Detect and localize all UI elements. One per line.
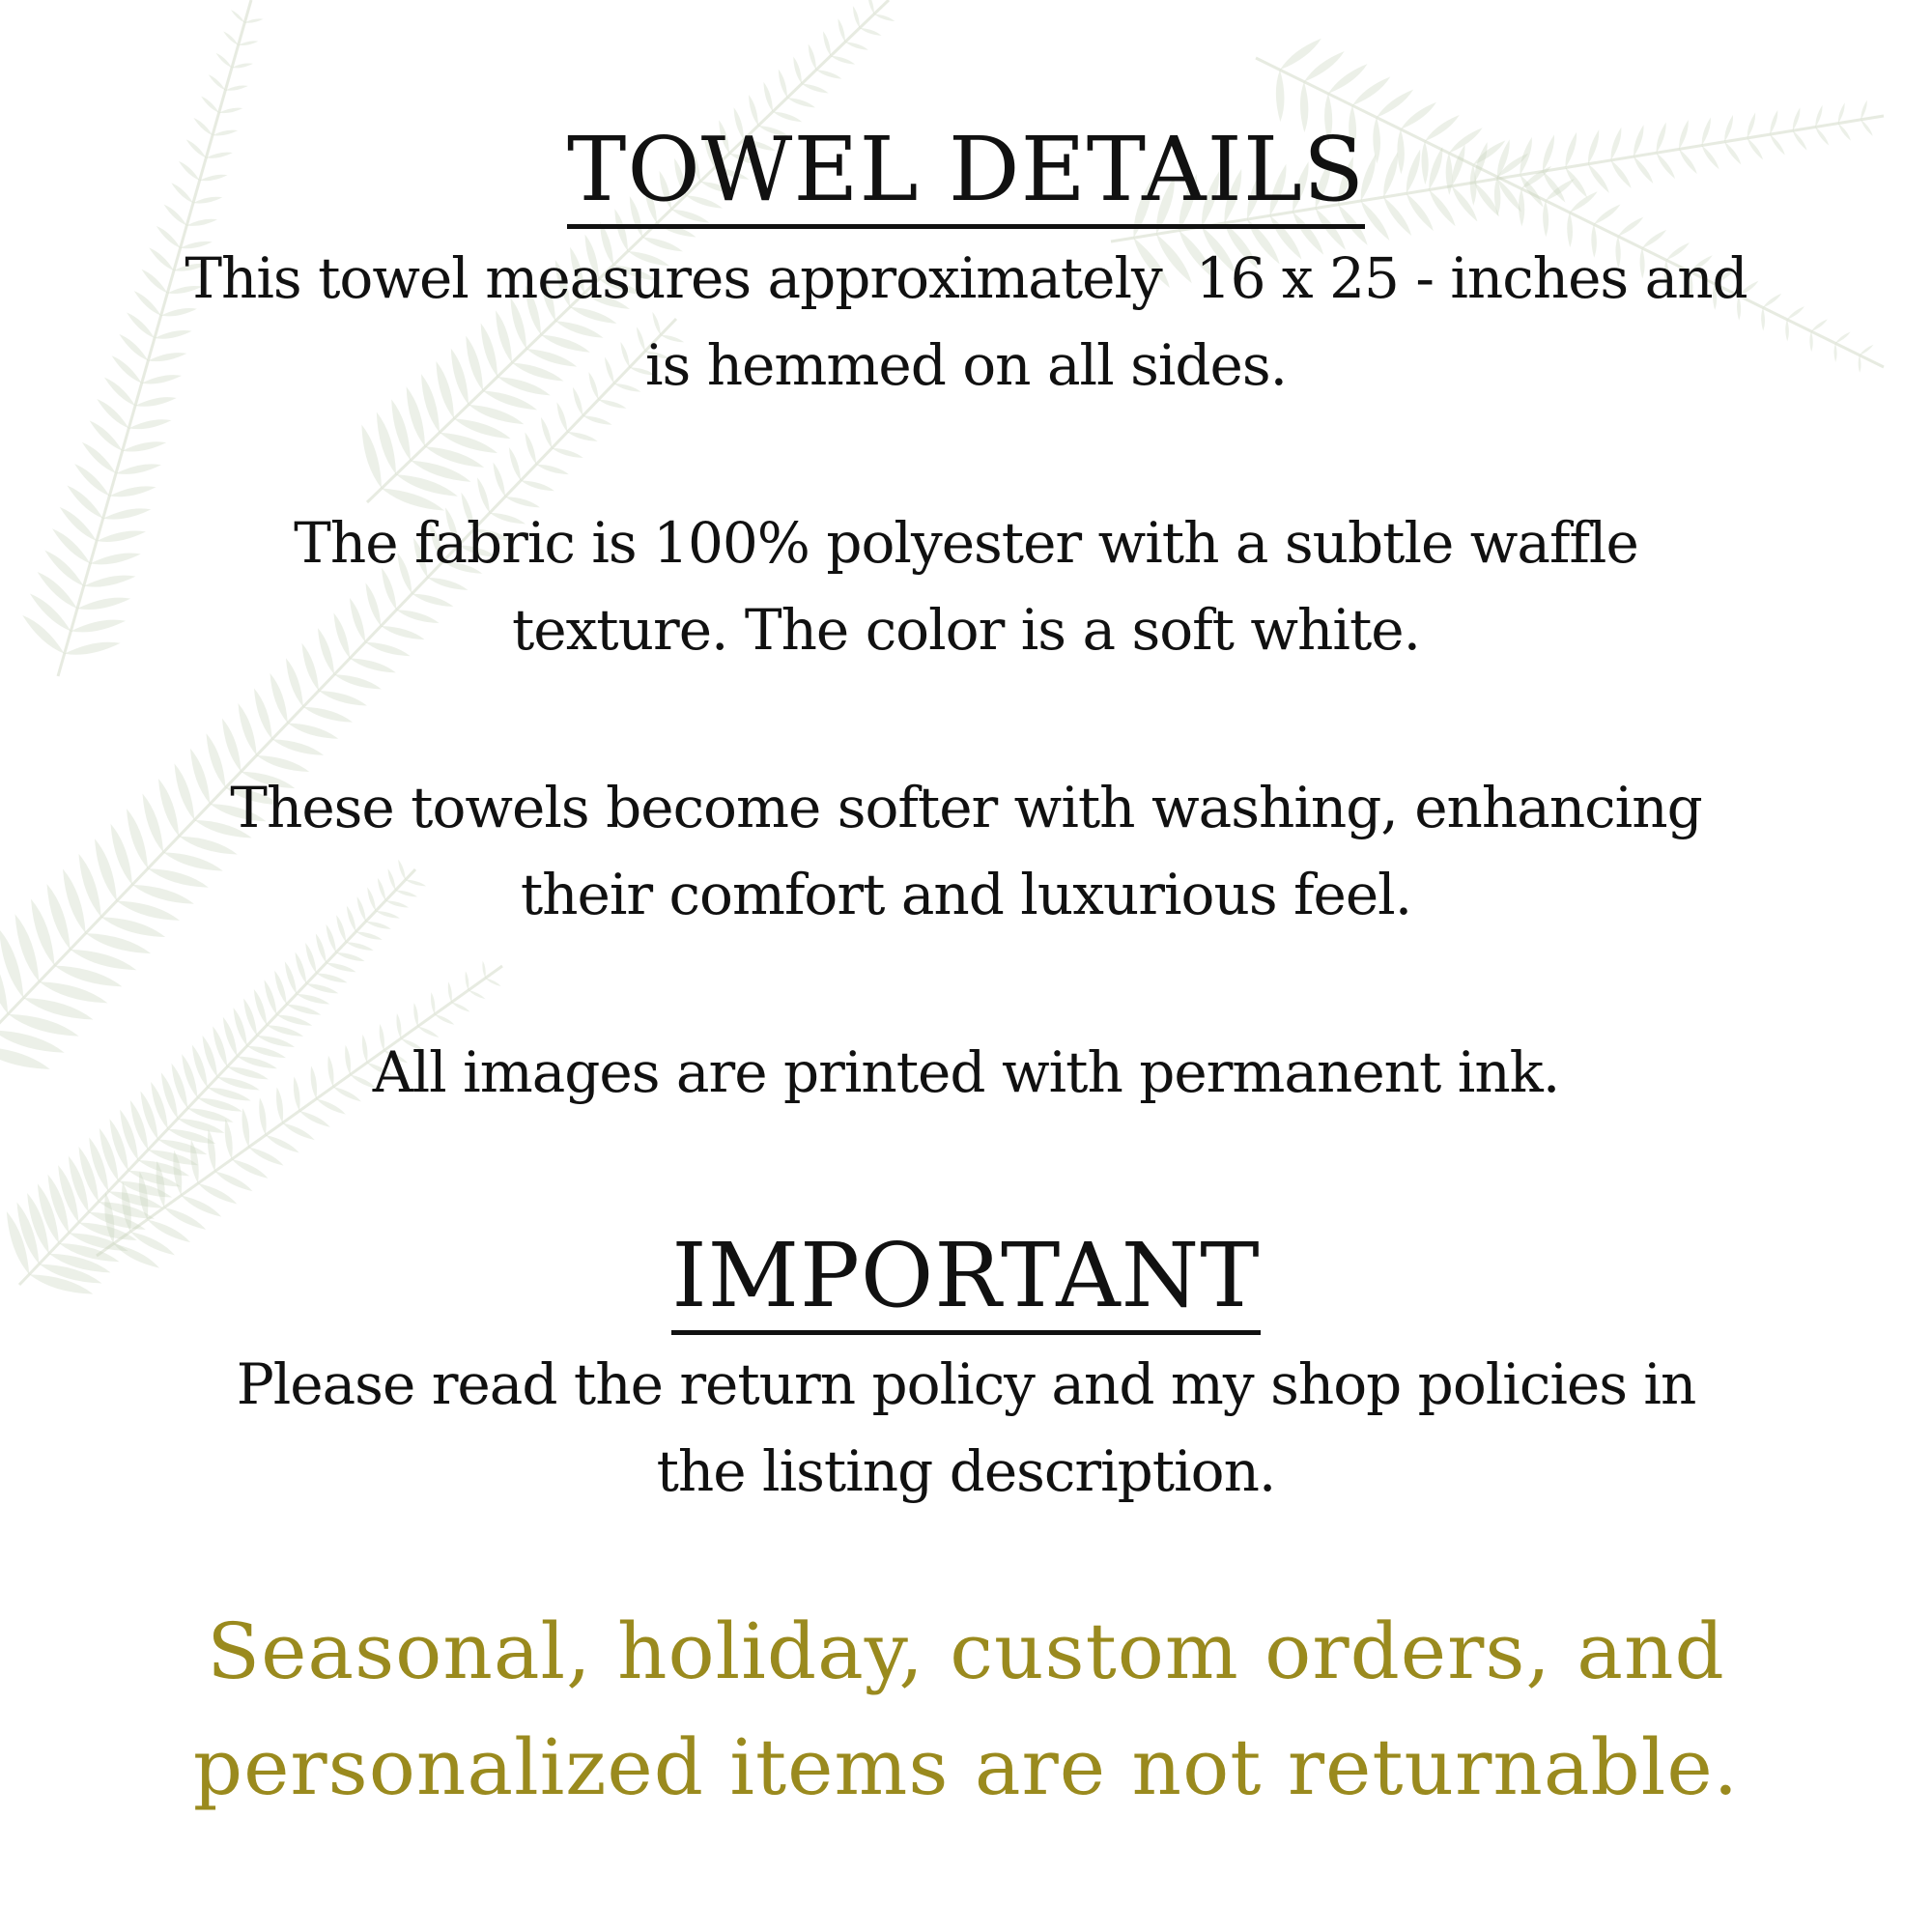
fabric-description	[155, 499, 1777, 673]
ink-line: All images are printed with permanent ink.	[372, 1039, 1560, 1105]
softness-description	[155, 764, 1777, 938]
policy-description	[155, 1341, 1777, 1515]
returns-notice-line-2: personalized items are not returnable.	[192, 1722, 1740, 1812]
policy-line-1: Please read the return policy and my shop policies in	[236, 1351, 1696, 1417]
towel-details-heading: TOWEL DETAILS	[0, 126, 1932, 229]
policy-line-2: the listing description.	[656, 1438, 1276, 1504]
size-description	[155, 235, 1777, 409]
softness-line-2: their comfort and luxurious feel.	[520, 862, 1412, 927]
returns-notice	[97, 1594, 1835, 1826]
size-line-2: is hemmed on all sides.	[644, 332, 1288, 398]
fabric-line-2: texture. The color is a soft white.	[511, 597, 1421, 663]
important-heading: IMPORTANT	[0, 1232, 1932, 1335]
softness-line-1: These towels become softer with washing, enhancing	[230, 775, 1702, 840]
returns-notice-line-1: Seasonal, holiday, custom orders, and	[207, 1606, 1725, 1696]
fabric-line-1: The fabric is 100% polyester with a subtle waffle	[294, 510, 1638, 576]
size-line-1: This towel measures approximately 16 x 25 - inches and	[185, 245, 1747, 311]
ink-description	[155, 1029, 1777, 1116]
